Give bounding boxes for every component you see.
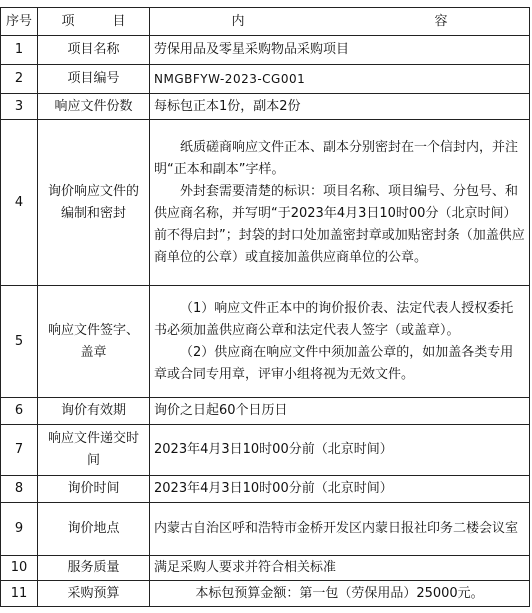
row-seq: 8 [1,476,38,503]
row-content: 劳保用品及零星采购物品采购项目 [150,36,530,65]
row-seq: 6 [1,398,38,425]
table-row [1,94,530,120]
row-seq: 1 [1,36,38,65]
row-content: 2023年4月3日10时00分前（北京时间） [150,425,530,476]
row-item: 响应文件份数 [38,94,150,120]
header-content [150,8,530,36]
table-row [1,556,530,581]
table-row [1,65,530,94]
content-paragraph: （2）供应商在响应文件中须加盖公章的，如加盖各类专用章或合同专用章，评审小组将视为无效文件。 [154,344,514,382]
row-item: 采购预算 [38,581,150,607]
row-item: 服务质量 [38,556,150,581]
row-seq: 9 [1,503,38,556]
row-content [150,120,530,286]
table-row [1,581,530,607]
table-row [1,398,530,425]
row-seq: 11 [1,581,38,607]
header-seq: 序号 [1,8,38,36]
header-item-char-1: 项 [61,13,75,29]
row-item: 响应文件递交时间 [38,425,150,476]
content-paragraph: （1）响应文件正本中的询价报价表、法定代表人授权委托书必须加盖供应商公章和法定代表人签字（或盖章）。 [154,300,514,338]
row-content: 询价之日起60个日历日 [150,398,530,425]
row-item: 询价时间 [38,476,150,503]
row-content: 2023年4月3日10时00分前（北京时间） [150,476,530,503]
row-seq: 2 [1,65,38,94]
header-content-char-2: 容 [434,13,448,29]
row-content: 满足采购人要求并符合相关标准 [150,556,530,581]
row-item: 项目编号 [38,65,150,94]
row-seq: 7 [1,425,38,476]
header-content-char-1: 内 [231,13,245,29]
row-seq: 4 [1,120,38,286]
row-content: 每标包正本1份，副本2份 [150,94,530,120]
row-content: NMGBFYW-2023-CG001 [150,65,530,94]
row-item: 询价地点 [38,503,150,556]
table-row [1,36,530,65]
row-seq: 3 [1,94,38,120]
table-header-row [1,8,530,36]
row-item: 询价有效期 [38,398,150,425]
row-seq: 10 [1,556,38,581]
table-row [1,120,530,286]
row-item: 响应文件签字、盖章 [38,286,150,398]
row-content: 内蒙古自治区呼和浩特市金桥开发区内蒙日报社印务二楼会议室 [150,503,530,556]
content-paragraph: 外封套需要清楚的标识：项目名称、项目编号、分包号、和供应商名称，并写明“于2023年4月3日10时00分（北京时间）前不得启封”；封袋的封口处加盖密封章或加贴密封条（加盖供应商单位的公章）或直接加盖供应商单位的公章。 [154,183,525,265]
procurement-info-table [0,7,530,607]
table-row [1,503,530,556]
header-item-char-2: 目 [112,13,126,29]
row-content [150,286,530,398]
row-item: 项目名称 [38,36,150,65]
header-item [38,8,150,36]
row-item: 询价响应文件的编制和密封 [38,120,150,286]
table-row [1,286,530,398]
row-seq: 5 [1,286,38,398]
table-row [1,425,530,476]
table-row [1,476,530,503]
content-paragraph: 纸质磋商响应文件正本、副本分别密封在一个信封内，并注明“正本和副本”字样。 [154,139,519,177]
row-content: 本标包预算金额：第一包（劳保用品）25000元。 [150,581,530,607]
